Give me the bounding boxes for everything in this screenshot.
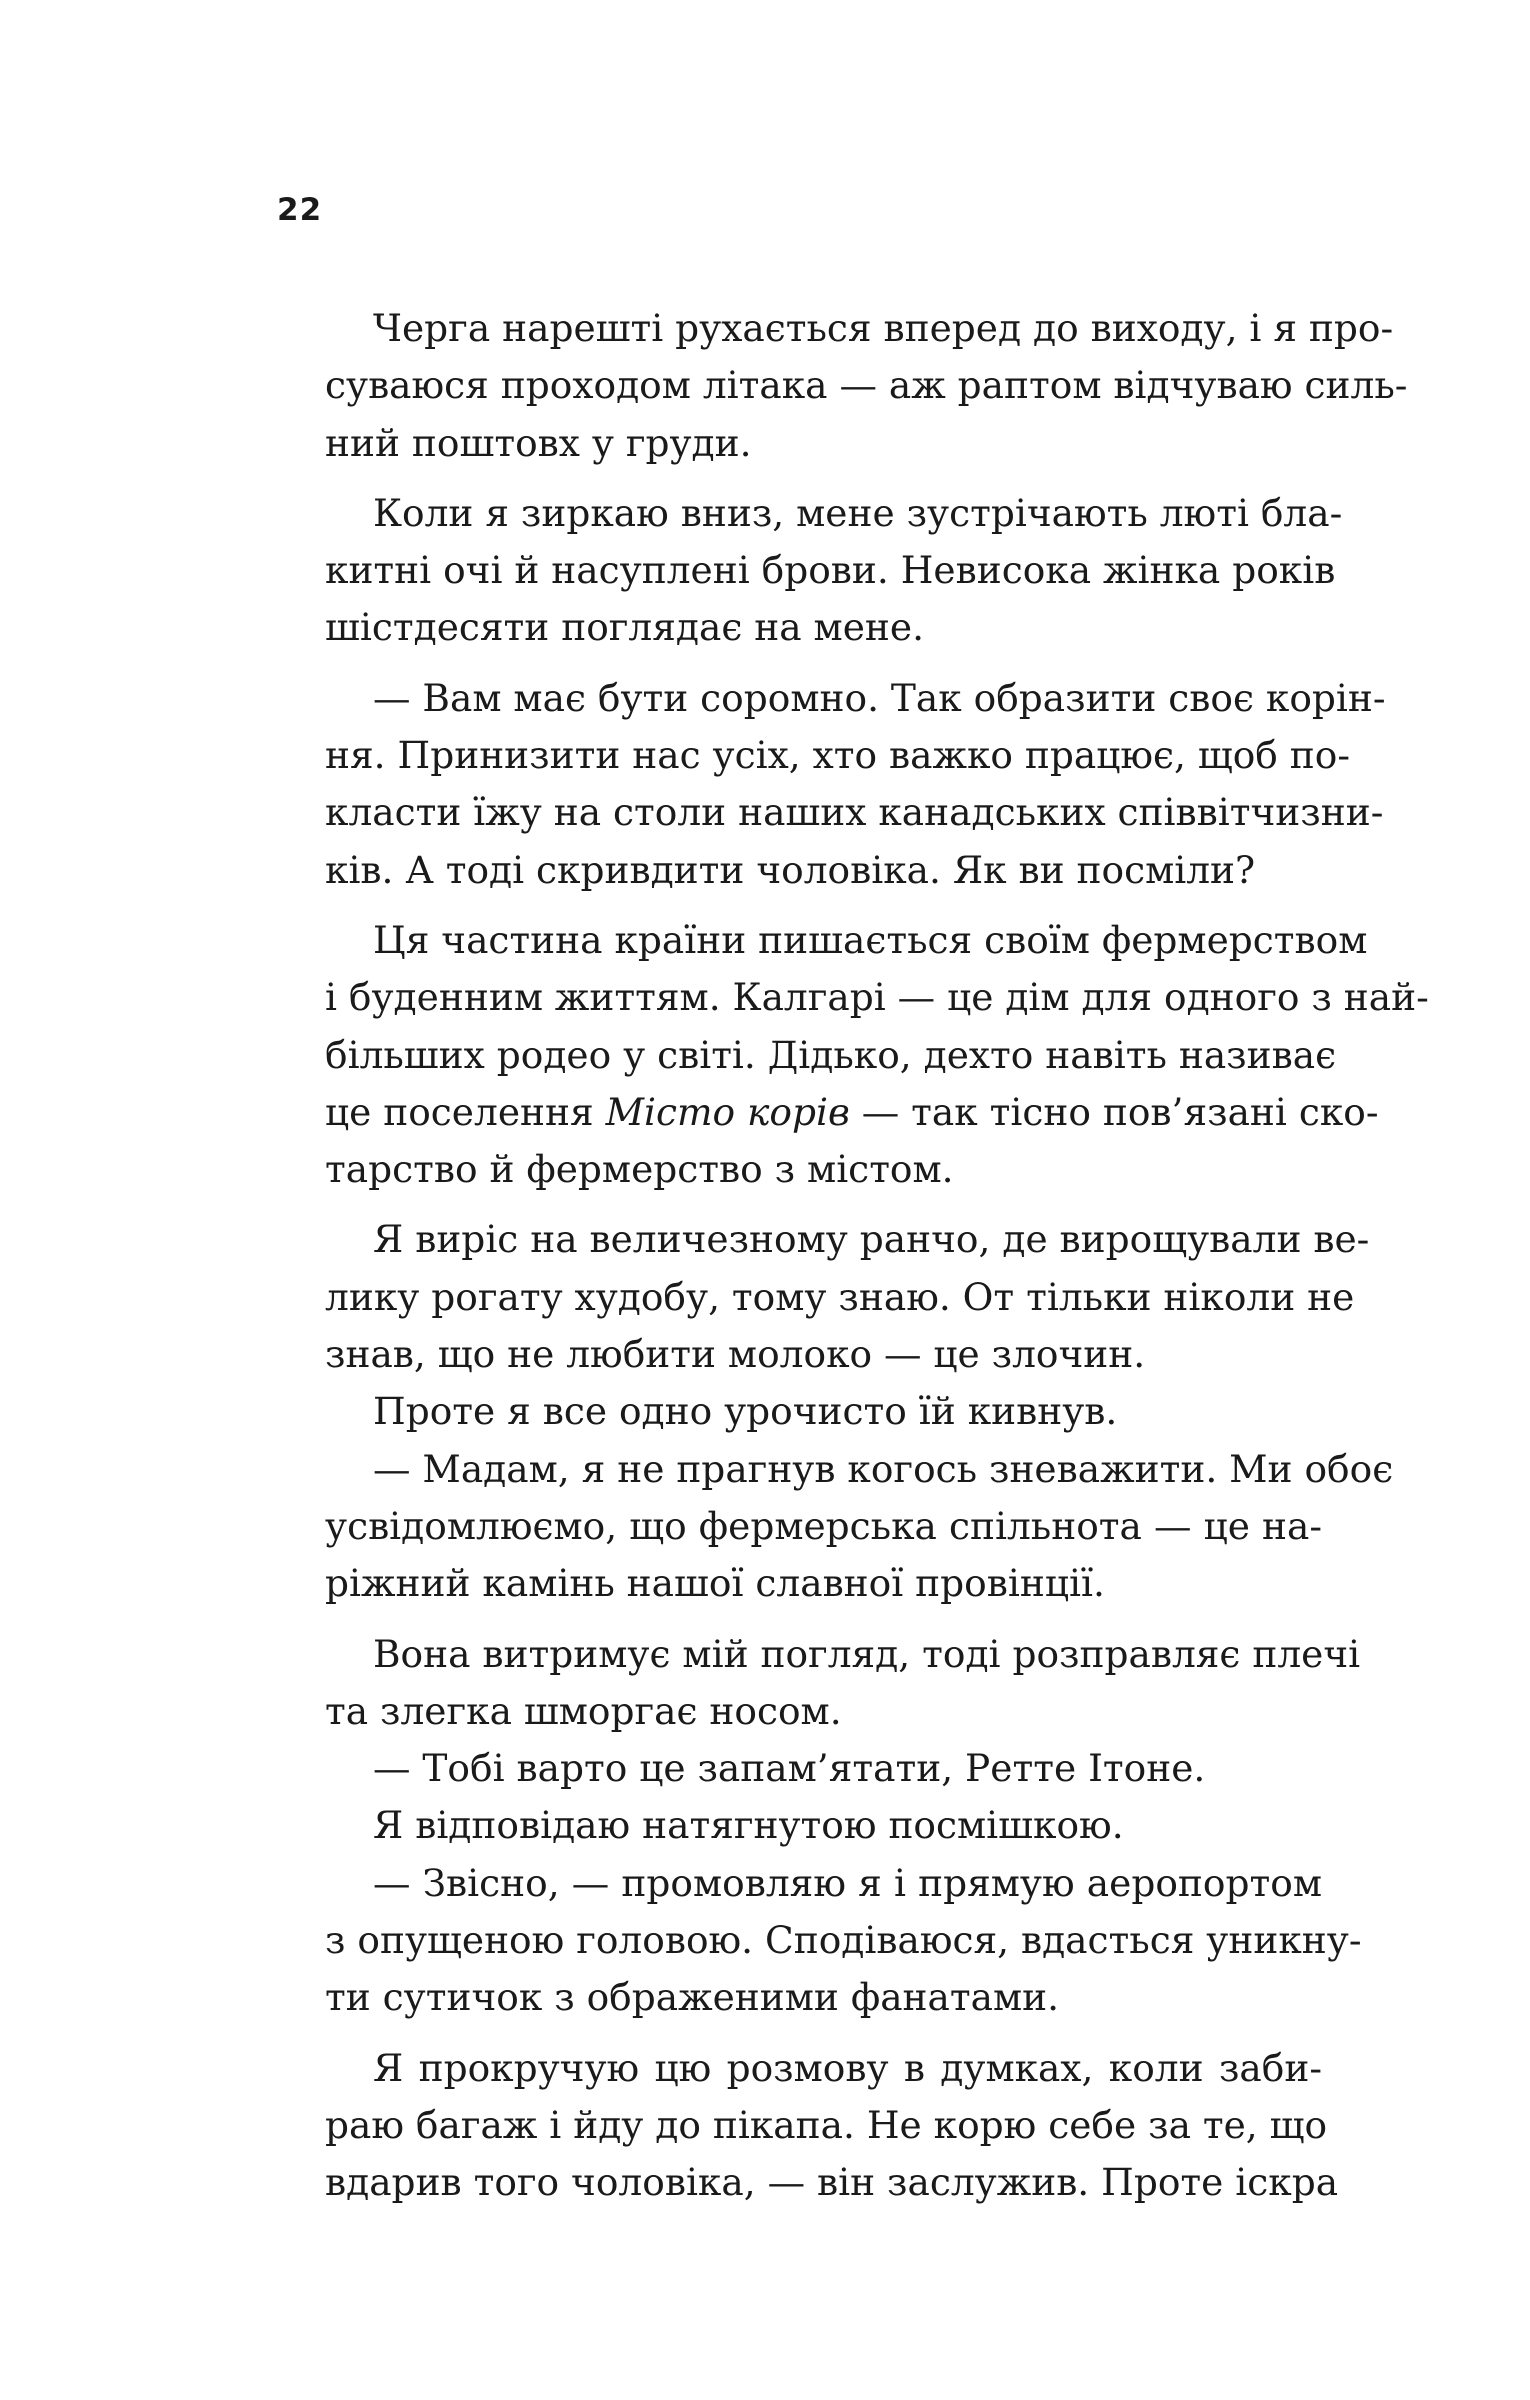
text-line: Черга нарешті рухається вперед до виходу, і я про- <box>373 306 1394 350</box>
text-line: раю багаж і йду до пікапа. Не корю себе за те, що <box>325 2102 1328 2147</box>
text-line: — Звісно, — промовляю я і прямую аеропортом <box>373 1860 1322 1905</box>
paragraph <box>277 1441 1394 1613</box>
text-line: шістдесяти поглядає на мене. <box>325 605 925 650</box>
text-line: усвідомлюємо, що фермерська спільнота — це на- <box>325 1503 1322 1548</box>
text-line: Коли я зиркаю вниз, мене зустрічають люті бла- <box>373 490 1343 535</box>
body-text <box>277 300 1429 2212</box>
text-line: ріжний камінь нашої славної провінції. <box>325 1561 1105 1606</box>
paragraph <box>277 670 1386 899</box>
paragraph <box>277 1855 1362 2027</box>
text-line: — Вам має бути соромно. Так образити своє корін- <box>373 675 1386 720</box>
text-line: лику рогату худобу, тому знаю. От тільки ніколи не <box>325 1274 1355 1319</box>
page-number: 22 <box>277 192 323 228</box>
paragraph <box>277 1626 1361 1741</box>
text-line: вдарив того чоловіка, — він заслужив. Проте іскра <box>325 2160 1339 2205</box>
text-line: тарство й фермерство з містом. <box>325 1147 954 1192</box>
paragraph <box>277 1211 1370 1383</box>
text-line: класти їжу на столи наших канадських співвітчизни- <box>325 790 1384 835</box>
text-line: більших родео у світі. Дідько, дехто навіть називає <box>325 1032 1337 1077</box>
text-line: Я прокручую цю розмову в думках, коли заби- <box>373 2045 1322 2090</box>
text-line: — Мадам, я не прагнув когось зневажити. Ми обоє <box>373 1446 1394 1491</box>
text-line: ти сутичок з ображеними фанатами. <box>325 1975 1060 2020</box>
text-fragment: це поселення <box>325 1089 606 1134</box>
text-line: — Тобі варто це запам’ятати, Ретте Ітоне. <box>373 1746 1206 1791</box>
text-line: з опущеною головою. Сподіваюся, вдасться уникну- <box>325 1918 1362 1963</box>
text-line: ня. Принизити нас усіх, хто важко працює, щоб по- <box>325 733 1351 778</box>
italic-title: Місто корів <box>605 1089 850 1134</box>
text-line: суваюся проходом літака — аж раптом відчуваю силь- <box>325 363 1408 408</box>
text-line: знав, що не любити молоко — це злочин. <box>325 1332 1146 1377</box>
text-line: Проте я все одно урочисто їй кивнув. <box>373 1389 1118 1434</box>
text-line-with-italic <box>277 1084 1379 1141</box>
paragraph <box>277 912 1429 1198</box>
text-line: китні очі й насуплені брови. Невисока жінка років <box>325 548 1336 593</box>
text-line: і буденним життям. Калгарі — це дім для одного з най- <box>325 975 1429 1020</box>
text-line: ків. А тоді скривдити чоловіка. Як ви посміли? <box>325 847 1256 892</box>
text-line: Я виріс на величезному ранчо, де вирощували ве- <box>373 1217 1370 1262</box>
text-line: Вона витримує мій погляд, тоді розправляє плечі <box>373 1631 1361 1676</box>
paragraph <box>277 300 1408 472</box>
paragraph <box>277 1740 1322 1797</box>
paragraph <box>277 2040 1339 2212</box>
text-line: та злегка шморгає носом. <box>325 1688 842 1733</box>
paragraph <box>277 485 1343 657</box>
text-fragment: — так тісно пов’язані ско- <box>849 1089 1379 1134</box>
text-line: Ця частина країни пишається своїм фермерством <box>373 917 1368 962</box>
text-line: ний поштовх у груди. <box>325 420 752 465</box>
paragraph <box>277 1797 1322 1854</box>
text-line: Я відповідаю натягнутою посмішкою. <box>373 1803 1124 1848</box>
paragraph <box>277 1383 1322 1440</box>
